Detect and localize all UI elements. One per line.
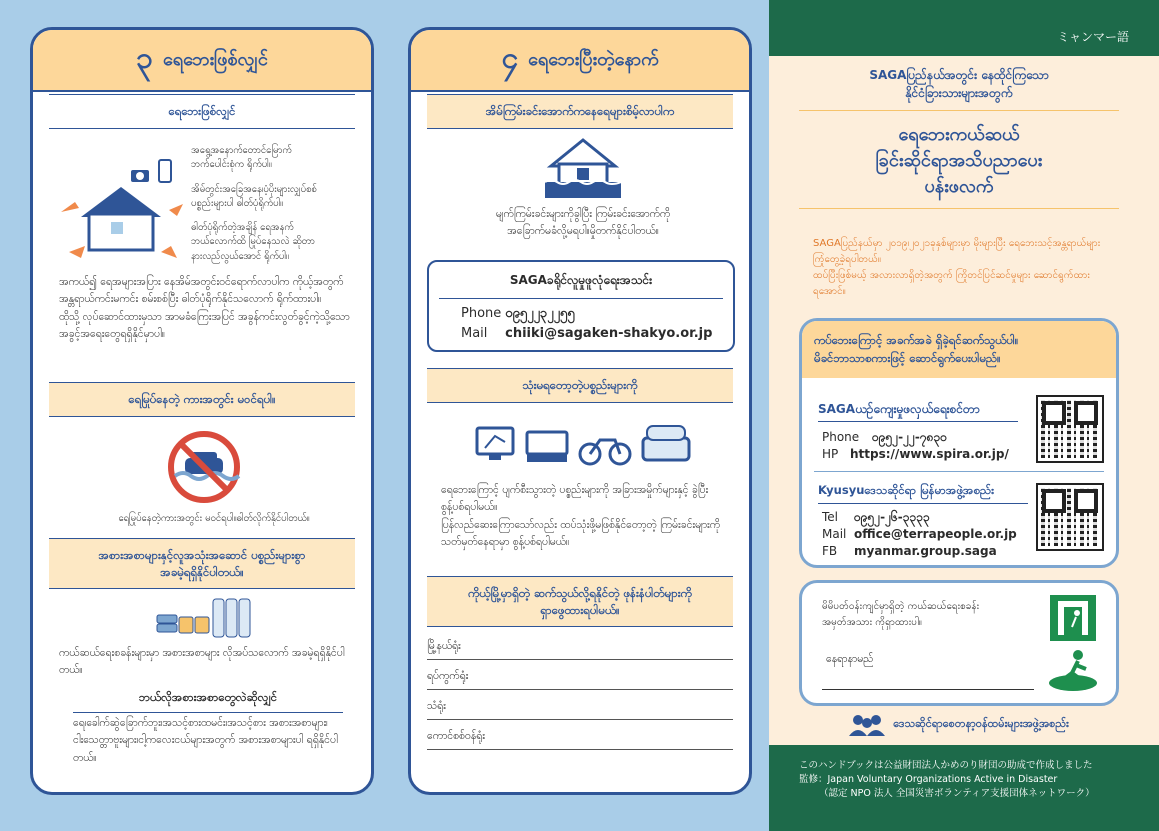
footer-line-3: （認定 NPO 法人 全国災害ボランティア支援団体ネットワーク） bbox=[819, 787, 1095, 799]
section-number: ၃ bbox=[136, 40, 153, 76]
panel-after-flood bbox=[408, 27, 752, 795]
cover-title: ရေဘေးကယ်ဆယ် ခြင်းဆိုင်ရာအသိပညာပေး ပန်းဖလက် bbox=[799, 122, 1119, 209]
contact-heading: ကပ်ဘေးကြောင့် အခက်အခဲ ရှိခဲ့ရင်ဆက်သွယ်ပါ။ မိခင်ဘာသာစကားဖြင့် ဆောင်ရွက်ပေးပါမည်။ bbox=[802, 321, 1116, 378]
mail-label: Mail bbox=[461, 326, 488, 341]
section-heading: ရေဘေးဖြစ်လျှင် bbox=[49, 94, 355, 129]
org2-fb-label: FB bbox=[822, 543, 838, 558]
form-line-consulate[interactable]: ကောင်စစ်ဝန်ရုံး bbox=[427, 720, 733, 750]
org2-tel-label: Tel bbox=[822, 510, 839, 524]
evacuation-text: မိမိပတ်ဝန်းကျင်မှာရှိတဲ့ ကယ်ဆယ်ရေးစခန်း အမှတ်အသား ကိုရှာထားပါ။ bbox=[822, 601, 980, 628]
footer-organization: ဒေသဆိုင်ရာစေတနာ့ဝန်ထမ်းများအဖွဲ့အစည်း bbox=[893, 717, 1069, 730]
panel-header bbox=[33, 30, 371, 92]
section-heading: အစားအစာများနှင့်လူအသုံးအဆောင် ပစ္စည်းများစွာ အခမဲ့ရရှိနိုင်ပါတယ်။ bbox=[49, 538, 355, 589]
panel-title: ရေဘေးပြီးတဲ့နောက် bbox=[528, 48, 659, 70]
panel-title: ရေဘေးဖြစ်လျှင် bbox=[162, 48, 268, 70]
cover-orange-text: SAGAပြည်နယ်မှာ ၂၀၁၉၊၂၀၂၁ခုနှစ်များမှာ မိုးများပြီး ရေဘေးသင့်အန္တရာယ်များ ကြုံတွေ့ခဲ့ရပါတယ်။ ထပ်ပြီးဖြစ်မယ့် အလားလာရှိတဲ့အတွက် ကြိုတင်ပြင်ဆင်မှုများ ဆောင်ရွက်ထားရအောင်။ bbox=[813, 238, 1101, 297]
org2-mail[interactable]: office@terrapeople.or.jp bbox=[854, 526, 1017, 541]
disposal-paragraph: ရေဘေးကြောင့် ပျက်စီးသွားတဲ့ ပစ္စည်းများကို အခြားအမှိုက်များနှင့် ခွဲပြီးစွန့်ပစ်ရပါမယ်။ ပြန်လည်ဆေးကြောသော်လည်း ထပ်သုံးဖို့မဖြစ်နိုင်တော့တဲ့ ကြမ်းခင်းများကို သတ်မှတ်နေရာမှာ စွန့်ပစ်ရပါမယ်။ bbox=[441, 484, 720, 548]
emergency-exit-icon bbox=[1050, 595, 1096, 641]
food-paragraph: ကယ်ဆယ်ရေးစခန်းများမှာ အစားအစာများ လိုအပ်သလောက် အခမဲ့ရရှိနိုင်ပါတယ်။ bbox=[59, 647, 345, 677]
phone-label: Phone bbox=[461, 306, 502, 321]
evacuation-name-line[interactable] bbox=[822, 689, 1034, 690]
org2-name: Kyusyuဒေသဆိုင်ရာ မြန်မာအဖွဲ့အစည်း bbox=[818, 483, 995, 497]
qr-code-icon[interactable] bbox=[1038, 485, 1102, 549]
footer-line-1: このハンドブックは公益財団法人かめのり財団の助成で作成しました bbox=[799, 760, 1093, 771]
org2-mail-label: Mail bbox=[822, 526, 847, 541]
form-line-township[interactable]: မြို့နယ်ရုံး bbox=[427, 630, 733, 660]
section-heading: ကိုယ့်မြို့မှာရှိတဲ့ ဆက်သွယ်လို့ရနိုင်တဲ့ ဖုန်းနံပါတ်များကို ရှာဖွေထားရပါမယ်။ bbox=[427, 576, 733, 627]
mail-address[interactable]: chiiki@sagaken-shakyo.or.jp bbox=[505, 326, 713, 341]
photo-note-1: အရွေ့အနောက်တောင်မြောက် ဘက်ပေါင်းစုံက ရိုက်ပါ။ bbox=[191, 145, 292, 171]
form-line-embassy[interactable]: သံရုံး bbox=[427, 690, 733, 720]
section-number: ၄ bbox=[501, 40, 519, 76]
photo-note-2: အိမ်တွင်းအခြေအနေ၊ပံ့ပိုးများလျှပ်စစ် ပစ္စည်းများပါ ဓါတ်ပုံရိုက်ပါ။ bbox=[191, 183, 317, 209]
flooded-house-icon bbox=[545, 136, 621, 198]
section-heading: ရေမြုပ်နေတဲ့ ကားအတွင်း မဝင်ရပါ။ bbox=[49, 382, 355, 417]
phone-number: ၀၉၅၂၂၃၂၂၅၅ bbox=[505, 306, 575, 321]
evacuation-box bbox=[799, 580, 1119, 706]
organization-logo-icon bbox=[849, 714, 885, 736]
section-heading: သုံးမရတော့တဲ့ပစ္စည်းများကို bbox=[427, 368, 733, 403]
photo-note-3: ဓါတ်ပုံရိုက်တဲ့အချိန် ရေအနက် ဘယ်လောက်ထိ မြုပ်နေသလဲ ဆိုတာ နားလည်လွယ်အောင် ရိုက်ပါ။ bbox=[191, 222, 315, 262]
org1-website[interactable]: https://www.spira.or.jp/ bbox=[850, 447, 1009, 462]
house-photo-icon bbox=[51, 142, 191, 262]
org2-facebook[interactable]: myanmar.group.saga bbox=[854, 543, 997, 558]
cover-panel bbox=[769, 0, 1159, 831]
contact-title: SAGAခရိုင်လူမှုဖူလုံရေးအသင်း bbox=[509, 273, 653, 287]
panel-header bbox=[411, 30, 749, 92]
evacuation-name-label: နေရာနာမည် bbox=[826, 653, 874, 665]
language-label: ミャンマー語 bbox=[769, 0, 1159, 56]
no-flooded-car-icon bbox=[167, 430, 241, 504]
contact-card bbox=[427, 260, 735, 352]
footer-bar bbox=[769, 745, 1159, 831]
org2-tel: ၀၉၅၂-၂၆-၃၃၃၃ bbox=[854, 510, 930, 524]
org1-phone: ၀၉၅၂-၂၂-၇၈၃၀ bbox=[872, 430, 947, 444]
org1-name: SAGAယဉ်ကျေးမှုဖလှယ်ရေးစင်တာ bbox=[818, 402, 980, 416]
panel-during-flood bbox=[30, 27, 374, 795]
broken-items-icon bbox=[475, 422, 695, 470]
qr-code-icon[interactable] bbox=[1038, 397, 1102, 461]
cover-intro: SAGAပြည်နယ်အတွင်း နေထိုင်ကြသော နိုင်ငံခြားသားများအတွက် bbox=[799, 66, 1119, 111]
sub-heading: ဘယ်လိုအစားအစာတွေလဲဆိုလျှင် bbox=[73, 690, 343, 713]
contact-box bbox=[799, 318, 1119, 568]
footer-line-2: 監修：Japan Voluntary Organizations Active in Disaster bbox=[799, 773, 1058, 785]
org1-phone-label: Phone bbox=[822, 430, 860, 444]
photo-paragraph: အကယ်၍ ရေအများအပြား နေအိမ်အတွင်းဝင်ရောက်လာပါက ကိုယ့်အတွက်အန္တရာယ်ကင်းမကင်း စမ်းစစ်ပြီး ဓါတ်ပုံရိုက်နိုင်သလောက် ရိုက်ထားပါ။ ထိုသို့ လုပ်ဆောင်ထားမှသာ အာမခံကြေးအပြင် အခွန်ကင်းလွတ်ခွင့်ကဲ့သို့သော အခွင့်အရေးတွေရရှိနိုင်မှာပါ။ bbox=[59, 276, 350, 340]
food-supplies-icon bbox=[155, 593, 255, 641]
car-caption: ရေမြုပ်နေတဲ့ကားအတွင်း မဝင်ရပါ။ဓါတ်လိုက်နိုင်ပါတယ်။ bbox=[118, 513, 310, 524]
floor-paragraph: မျက်ကြမ်းခင်းများကိုခွါပြီး ကြမ်းခင်းအောက်ကို အခြောက်မခံလို့မရပါ။မှိုတက်နိုင်ပါတယ်။ bbox=[495, 208, 671, 238]
form-line-ward[interactable]: ရပ်ကွက်ရုံး bbox=[427, 660, 733, 690]
evacuation-site-icon bbox=[1048, 647, 1098, 693]
section-heading: အိမ်ကြမ်းခင်းအောက်ကနေရေများစိမ့်လာပါက bbox=[427, 94, 733, 129]
org1-hp-label: HP bbox=[822, 447, 839, 462]
food-list-paragraph: ရေ၊ခေါက်ဆွဲခြောက်ဘူး၊အသင့်စားထမင်း၊အသင့်စား အစားအစာများ၊ငါးသေတ္တာဗူးများ၊ငါ့ကလေးငယ်များအတွက် အစားအစာများပါ ရရှိနိုင်ပါတယ်။ bbox=[73, 717, 338, 764]
